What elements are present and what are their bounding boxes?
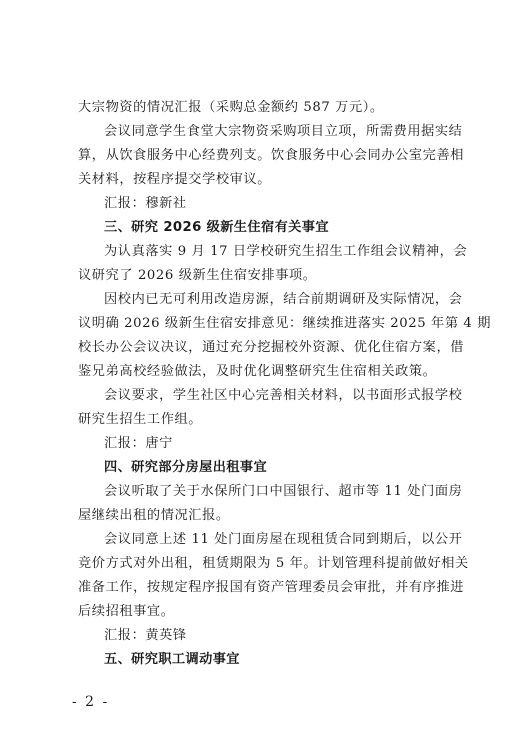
page-number: - 2 - — [72, 694, 110, 710]
text-line: 会议同意学生食堂大宗物资采购项目立项，所需费用据实结 — [104, 124, 463, 139]
text-line: 议明确 2026 级新生住宿安排意见：继续推进落实 2025 年第 4 期 — [78, 316, 491, 331]
text-line: 为认真落实 9 月 17 日学校研究生招生工作组会议精神，会 — [104, 244, 468, 259]
text-line: 会议听取了关于水保所门口中国银行、超市等 11 处门面房 — [104, 484, 463, 499]
text-line: 关材料，按程序提交学校审议。 — [78, 172, 272, 187]
section-heading-4: 四、研究部分房屋出租事宜 — [104, 460, 268, 475]
section-heading-5: 五、研究职工调动事宜 — [104, 652, 240, 667]
text-line: 会议同意上述 11 处门面房屋在现租赁合同到期后，以公开 — [104, 532, 463, 547]
reporter-line: 汇报：唐宁 — [104, 436, 173, 451]
text-line: 大宗物资的情况汇报（采购总金额约 587 万元）。 — [78, 100, 384, 115]
text-line: 议研究了 2026 级新生住宿安排事项。 — [78, 268, 317, 283]
section-heading-3: 三、研究 2026 级新生住宿有关事宜 — [104, 220, 329, 235]
document-body — [78, 96, 491, 672]
text-line: 因校内已无可利用改造房源，结合前期调研及实际情况，会 — [104, 292, 463, 307]
text-line: 校长办公会议决议，通过充分挖掘校外资源、优化住宿方案，借 — [78, 340, 465, 355]
text-line: 会议要求，学生社区中心完善相关材料，以书面形式报学校 — [104, 388, 463, 403]
text-line: 竞价方式对外出租，租赁期限为 5 年。计划管理科提前做好相关 — [78, 556, 469, 571]
text-line: 鉴兄弟高校经验做法，及时优化调整研究生住宿相关政策。 — [78, 364, 437, 379]
text-line: 屋继续出租的情况汇报。 — [78, 508, 230, 523]
reporter-line: 汇报：穆新社 — [104, 196, 187, 211]
reporter-line: 汇报：黄英锋 — [104, 628, 187, 643]
text-line: 研究生招生工作组。 — [78, 412, 203, 427]
text-line: 算，从饮食服务中心经费列支。饮食服务中心会同办公室完善相 — [78, 148, 465, 163]
text-line: 准备工作，按规定程序报国有资产管理委员会审批，并有序推进 — [78, 580, 465, 595]
text-line: 后续招租事宜。 — [78, 604, 175, 619]
